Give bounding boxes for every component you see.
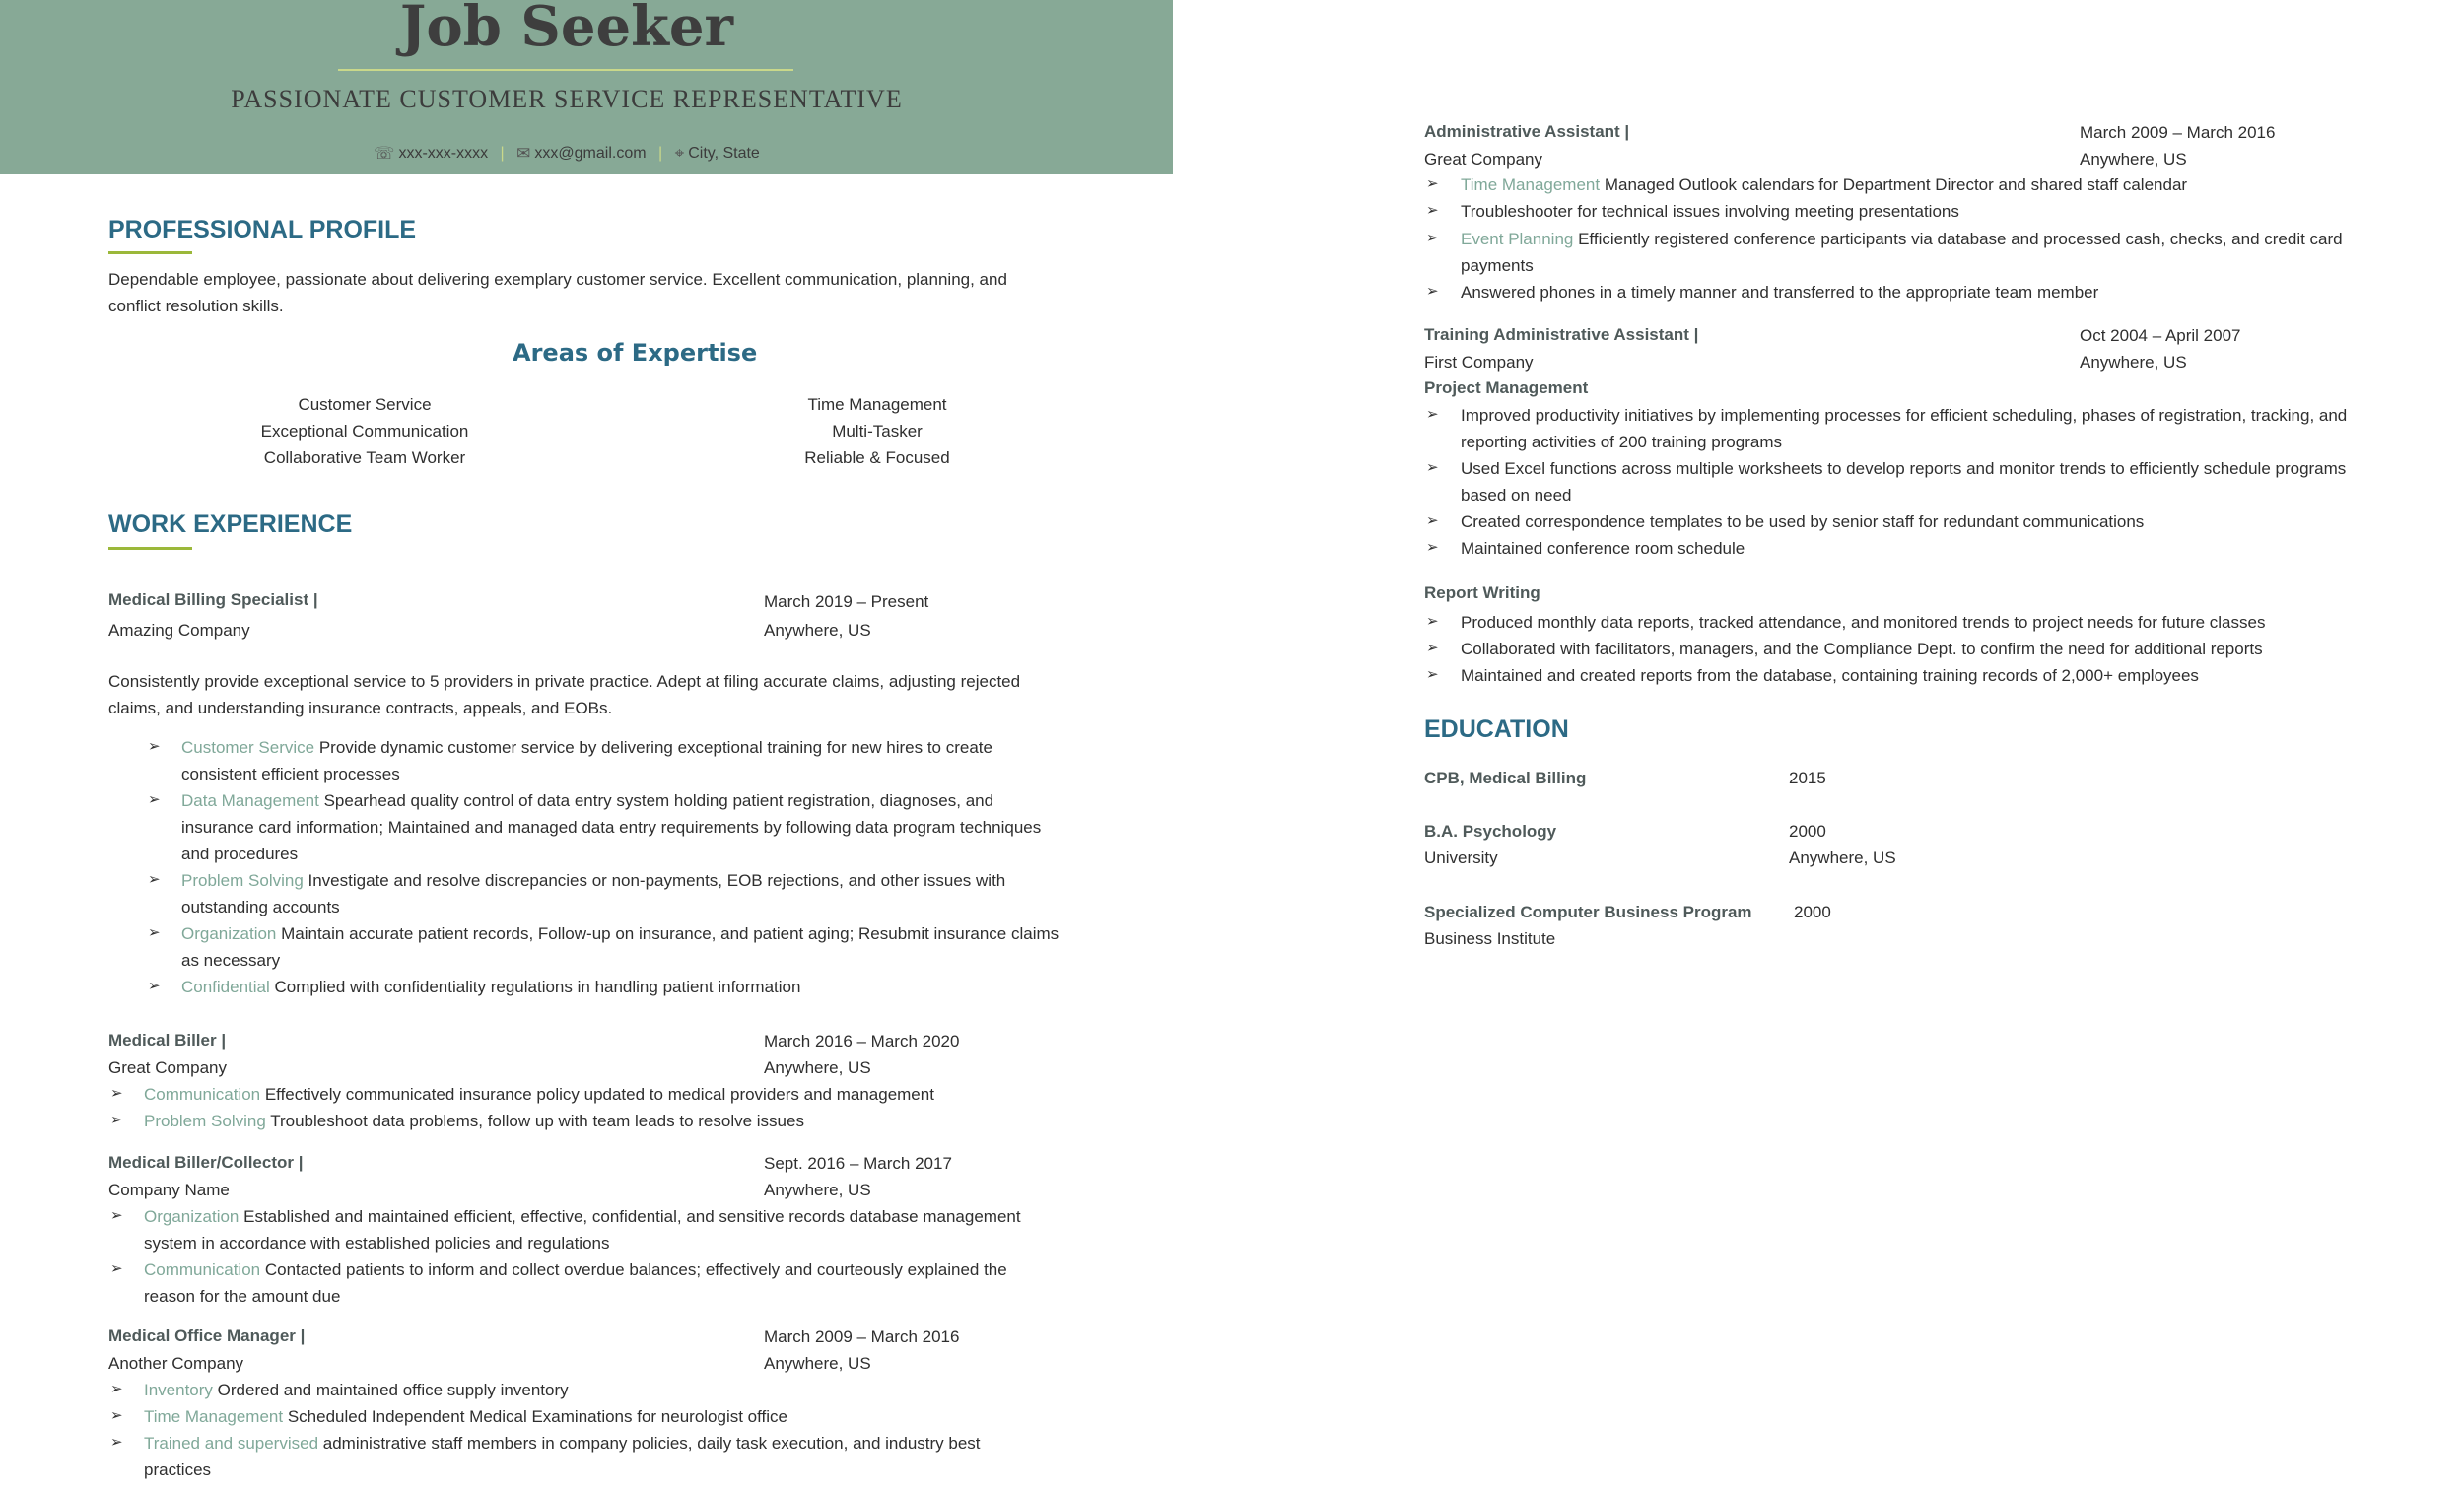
bullet-keyword: Organization xyxy=(144,1207,240,1226)
bullet-keyword: Problem Solving xyxy=(181,871,304,890)
arrow-bullet-icon: ➢ xyxy=(110,1434,123,1451)
arrow-bullet-icon: ➢ xyxy=(110,1407,123,1424)
education-location: Anywhere, US xyxy=(1789,848,1896,867)
header-banner xyxy=(0,0,1173,174)
job-bullet: Collaborated with facilitators, managers, and the Compliance Dept. to confirm the need for additional reports xyxy=(1461,640,2263,658)
job-dates: Sept. 2016 – March 2017 xyxy=(764,1154,952,1173)
job-dates: March 2019 – Present xyxy=(764,592,929,611)
job-title: Administrative Assistant | xyxy=(1424,122,1630,141)
arrow-bullet-icon: ➢ xyxy=(148,791,161,808)
job-bullet xyxy=(1461,171,2397,198)
bullet-keyword: Event Planning xyxy=(1461,230,1574,248)
contact-line xyxy=(0,144,1133,164)
location-icon: ⌖ xyxy=(674,144,685,163)
job-bullet xyxy=(181,920,1068,974)
bullet-text: Investigate and resolve discrepancies or non-payments, EOB rejections, and other issues with outstanding accounts xyxy=(181,871,1006,916)
job-title: Medical Billing Specialist | xyxy=(108,590,318,609)
education-degree: B.A. Psychology xyxy=(1424,822,1557,841)
bullet-text: Contacted patients to inform and collect overdue balances; effectively and courteously explained the reason for the amount due xyxy=(144,1260,1007,1306)
job-title: Medical Biller | xyxy=(108,1031,227,1050)
job-dates: March 2016 – March 2020 xyxy=(764,1032,960,1051)
bullet-keyword: Organization xyxy=(181,924,277,943)
expertise-item: Multi-Tasker xyxy=(832,422,923,441)
bullet-keyword: Communication xyxy=(144,1085,261,1104)
skill-group-title: Report Writing xyxy=(1424,583,1540,602)
arrow-bullet-icon: ➢ xyxy=(1426,406,1439,423)
bullet-keyword: Confidential xyxy=(181,978,270,996)
phone-icon: ☏ xyxy=(374,144,395,163)
job-company: Great Company xyxy=(1424,150,1542,169)
job-bullet xyxy=(1461,198,2397,225)
expertise-item: Exceptional Communication xyxy=(260,422,469,441)
job-company: Amazing Company xyxy=(108,621,250,640)
bullet-keyword: Time Management xyxy=(1461,175,1601,194)
bullet-keyword: Problem Solving xyxy=(144,1112,266,1130)
arrow-bullet-icon: ➢ xyxy=(110,1381,123,1397)
expertise-item: Collaborative Team Worker xyxy=(263,448,466,467)
skill-group-title: Project Management xyxy=(1424,378,1589,397)
bullet-text: Effectively communicated insurance policy updated to medical providers and management xyxy=(260,1085,934,1104)
phone-text: xxx-xxx-xxxx xyxy=(398,145,489,162)
job-company: Another Company xyxy=(108,1354,244,1373)
job-location: Anywhere, US xyxy=(2080,353,2187,372)
arrow-bullet-icon: ➢ xyxy=(110,1207,123,1224)
job-bullet xyxy=(1461,226,2377,279)
email-icon: ✉ xyxy=(516,144,531,163)
job-title: Medical Office Manager | xyxy=(108,1326,306,1345)
arrow-bullet-icon: ➢ xyxy=(1426,512,1439,529)
job-location: Anywhere, US xyxy=(764,621,871,640)
bullet-text: Ordered and maintained office supply inventory xyxy=(212,1381,569,1399)
job-bullet xyxy=(144,1377,1070,1403)
job-bullet xyxy=(144,1203,1031,1256)
job-bullet xyxy=(144,1256,1031,1310)
headline: PASSIONATE CUSTOMER SERVICE REPRESENTATIVE xyxy=(231,85,903,113)
job-location: Anywhere, US xyxy=(764,1181,871,1199)
profile-text: Dependable employee, passionate about delivering exemplary customer service. Excellent communication, planning, and conflict resolution skills. xyxy=(108,270,1007,315)
contact-separator: | xyxy=(658,145,663,162)
job-bullet xyxy=(1461,279,2397,305)
arrow-bullet-icon: ➢ xyxy=(1426,666,1439,683)
bullet-keyword: Time Management xyxy=(144,1407,284,1426)
bullet-text: Efficiently registered conference participants via database and processed cash, checks, and credit card payments xyxy=(1461,230,2343,275)
arrow-bullet-icon: ➢ xyxy=(1426,283,1439,300)
profile-heading: PROFESSIONAL PROFILE xyxy=(108,216,417,243)
bullet-keyword: Data Management xyxy=(181,791,319,810)
job-bullet: Produced monthly data reports, tracked attendance, and monitored trends to project needs for future classes xyxy=(1461,613,2266,632)
bullet-text: Managed Outlook calendars for Department Director and shared staff calendar xyxy=(1600,175,2188,194)
education-degree: CPB, Medical Billing xyxy=(1424,769,1587,787)
arrow-bullet-icon: ➢ xyxy=(110,1112,123,1128)
job-dates: Oct 2004 – April 2007 xyxy=(2080,326,2241,345)
job-location: Anywhere, US xyxy=(764,1058,871,1077)
education-heading: EDUCATION xyxy=(1424,715,1569,743)
education-year: 2000 xyxy=(1794,903,1831,921)
job-bullet xyxy=(181,974,1068,1000)
arrow-bullet-icon: ➢ xyxy=(1426,640,1439,656)
education-degree: Specialized Computer Business Program xyxy=(1424,903,1752,921)
job-bullet: Maintained conference room schedule xyxy=(1461,539,1745,558)
arrow-bullet-icon: ➢ xyxy=(1426,230,1439,246)
job-dates: March 2009 – March 2016 xyxy=(764,1327,960,1346)
arrow-bullet-icon: ➢ xyxy=(148,871,161,888)
job-title: Medical Biller/Collector | xyxy=(108,1153,304,1172)
name-divider xyxy=(338,69,793,71)
education-year: 2015 xyxy=(1789,769,1826,787)
bullet-text: Provide dynamic customer service by delivering exceptional training for new hires to create consistent efficient processes xyxy=(181,738,992,783)
job-bullet xyxy=(181,787,1068,867)
job-bullet xyxy=(144,1081,1070,1108)
bullet-text: Maintain accurate patient records, Follow-up on insurance, and patient aging; Resubmit insurance claims as necessary xyxy=(181,924,1060,970)
work-heading: WORK EXPERIENCE xyxy=(108,510,353,538)
work-heading-rule xyxy=(108,547,192,550)
job-company: First Company xyxy=(1424,353,1534,372)
profile-heading-rule xyxy=(108,251,192,254)
bullet-keyword: Communication xyxy=(144,1260,261,1279)
job-bullet: Created correspondence templates to be used by senior staff for redundant communications xyxy=(1461,512,2145,531)
bullet-keyword: Inventory xyxy=(144,1381,213,1399)
arrow-bullet-icon: ➢ xyxy=(148,978,161,994)
location-text: City, State xyxy=(688,145,760,162)
expertise-item: Reliable & Focused xyxy=(804,448,950,467)
arrow-bullet-icon: ➢ xyxy=(148,924,161,941)
arrow-bullet-icon: ➢ xyxy=(148,738,161,755)
bullet-text: Answered phones in a timely manner and transferred to the appropriate team member xyxy=(1461,283,2099,302)
expertise-heading: Areas of Expertise xyxy=(513,339,758,367)
job-location: Anywhere, US xyxy=(764,1354,871,1373)
job-dates: March 2009 – March 2016 xyxy=(2080,123,2276,142)
job-company: Company Name xyxy=(108,1181,230,1199)
expertise-item: Customer Service xyxy=(298,395,432,414)
education-school: Business Institute xyxy=(1424,929,1556,948)
job-bullet xyxy=(144,1403,1070,1430)
arrow-bullet-icon: ➢ xyxy=(1426,175,1439,192)
expertise-item: Time Management xyxy=(807,395,947,414)
candidate-name: Job Seeker xyxy=(399,0,734,59)
contact-separator: | xyxy=(500,145,505,162)
job-summary: Consistently provide exceptional service to 5 providers in private practice. Adept at filing accurate claims, adjusting rejected claims, and understanding insurance contracts, appeals, and EOBs. xyxy=(108,672,1021,717)
job-title: Training Administrative Assistant | xyxy=(1424,325,1699,344)
job-bullet xyxy=(144,1430,1051,1483)
email-text: xxx@gmail.com xyxy=(534,145,647,162)
job-bullet xyxy=(181,734,1068,787)
bullet-text: Troubleshoot data problems, follow up with team leads to resolve issues xyxy=(265,1112,804,1130)
job-bullet: Maintained and created reports from the database, containing training records of 2,000+ employees xyxy=(1461,666,2199,685)
job-bullet: Used Excel functions across multiple worksheets to develop reports and monitor trends to efficiently schedule programs based on need xyxy=(1461,459,2347,505)
education-year: 2000 xyxy=(1789,822,1826,841)
job-location: Anywhere, US xyxy=(2080,150,2187,169)
bullet-text: Complied with confidentiality regulations in handling patient information xyxy=(269,978,801,996)
job-company: Great Company xyxy=(108,1058,227,1077)
bullet-keyword: Trained and supervised xyxy=(144,1434,319,1453)
arrow-bullet-icon: ➢ xyxy=(1426,459,1439,476)
bullet-text: administrative staff members in company policies, daily task execution, and industry best practices xyxy=(144,1434,981,1479)
bullet-text: Spearhead quality control of data entry system holding patient registration, diagnoses, and insurance card information; Maintained and managed data entry requirements by following data program techniques and procedures xyxy=(181,791,1042,863)
job-bullet: Improved productivity initiatives by implementing processes for efficient scheduling, phases of registration, tracking, and reporting activities of 200 training programs xyxy=(1461,406,2348,451)
arrow-bullet-icon: ➢ xyxy=(110,1085,123,1102)
arrow-bullet-icon: ➢ xyxy=(1426,202,1439,219)
bullet-text: Troubleshooter for technical issues involving meeting presentations xyxy=(1461,202,1959,221)
bullet-text: Scheduled Independent Medical Examinations for neurologist office xyxy=(283,1407,788,1426)
job-bullet xyxy=(181,867,1068,920)
arrow-bullet-icon: ➢ xyxy=(1426,613,1439,630)
education-school: University xyxy=(1424,848,1498,867)
arrow-bullet-icon: ➢ xyxy=(110,1260,123,1277)
job-bullet xyxy=(144,1108,1070,1134)
bullet-keyword: Customer Service xyxy=(181,738,315,757)
arrow-bullet-icon: ➢ xyxy=(1426,539,1439,556)
bullet-text: Established and maintained efficient, effective, confidential, and sensitive records database management system in accordance with established policies and regulations xyxy=(144,1207,1021,1253)
